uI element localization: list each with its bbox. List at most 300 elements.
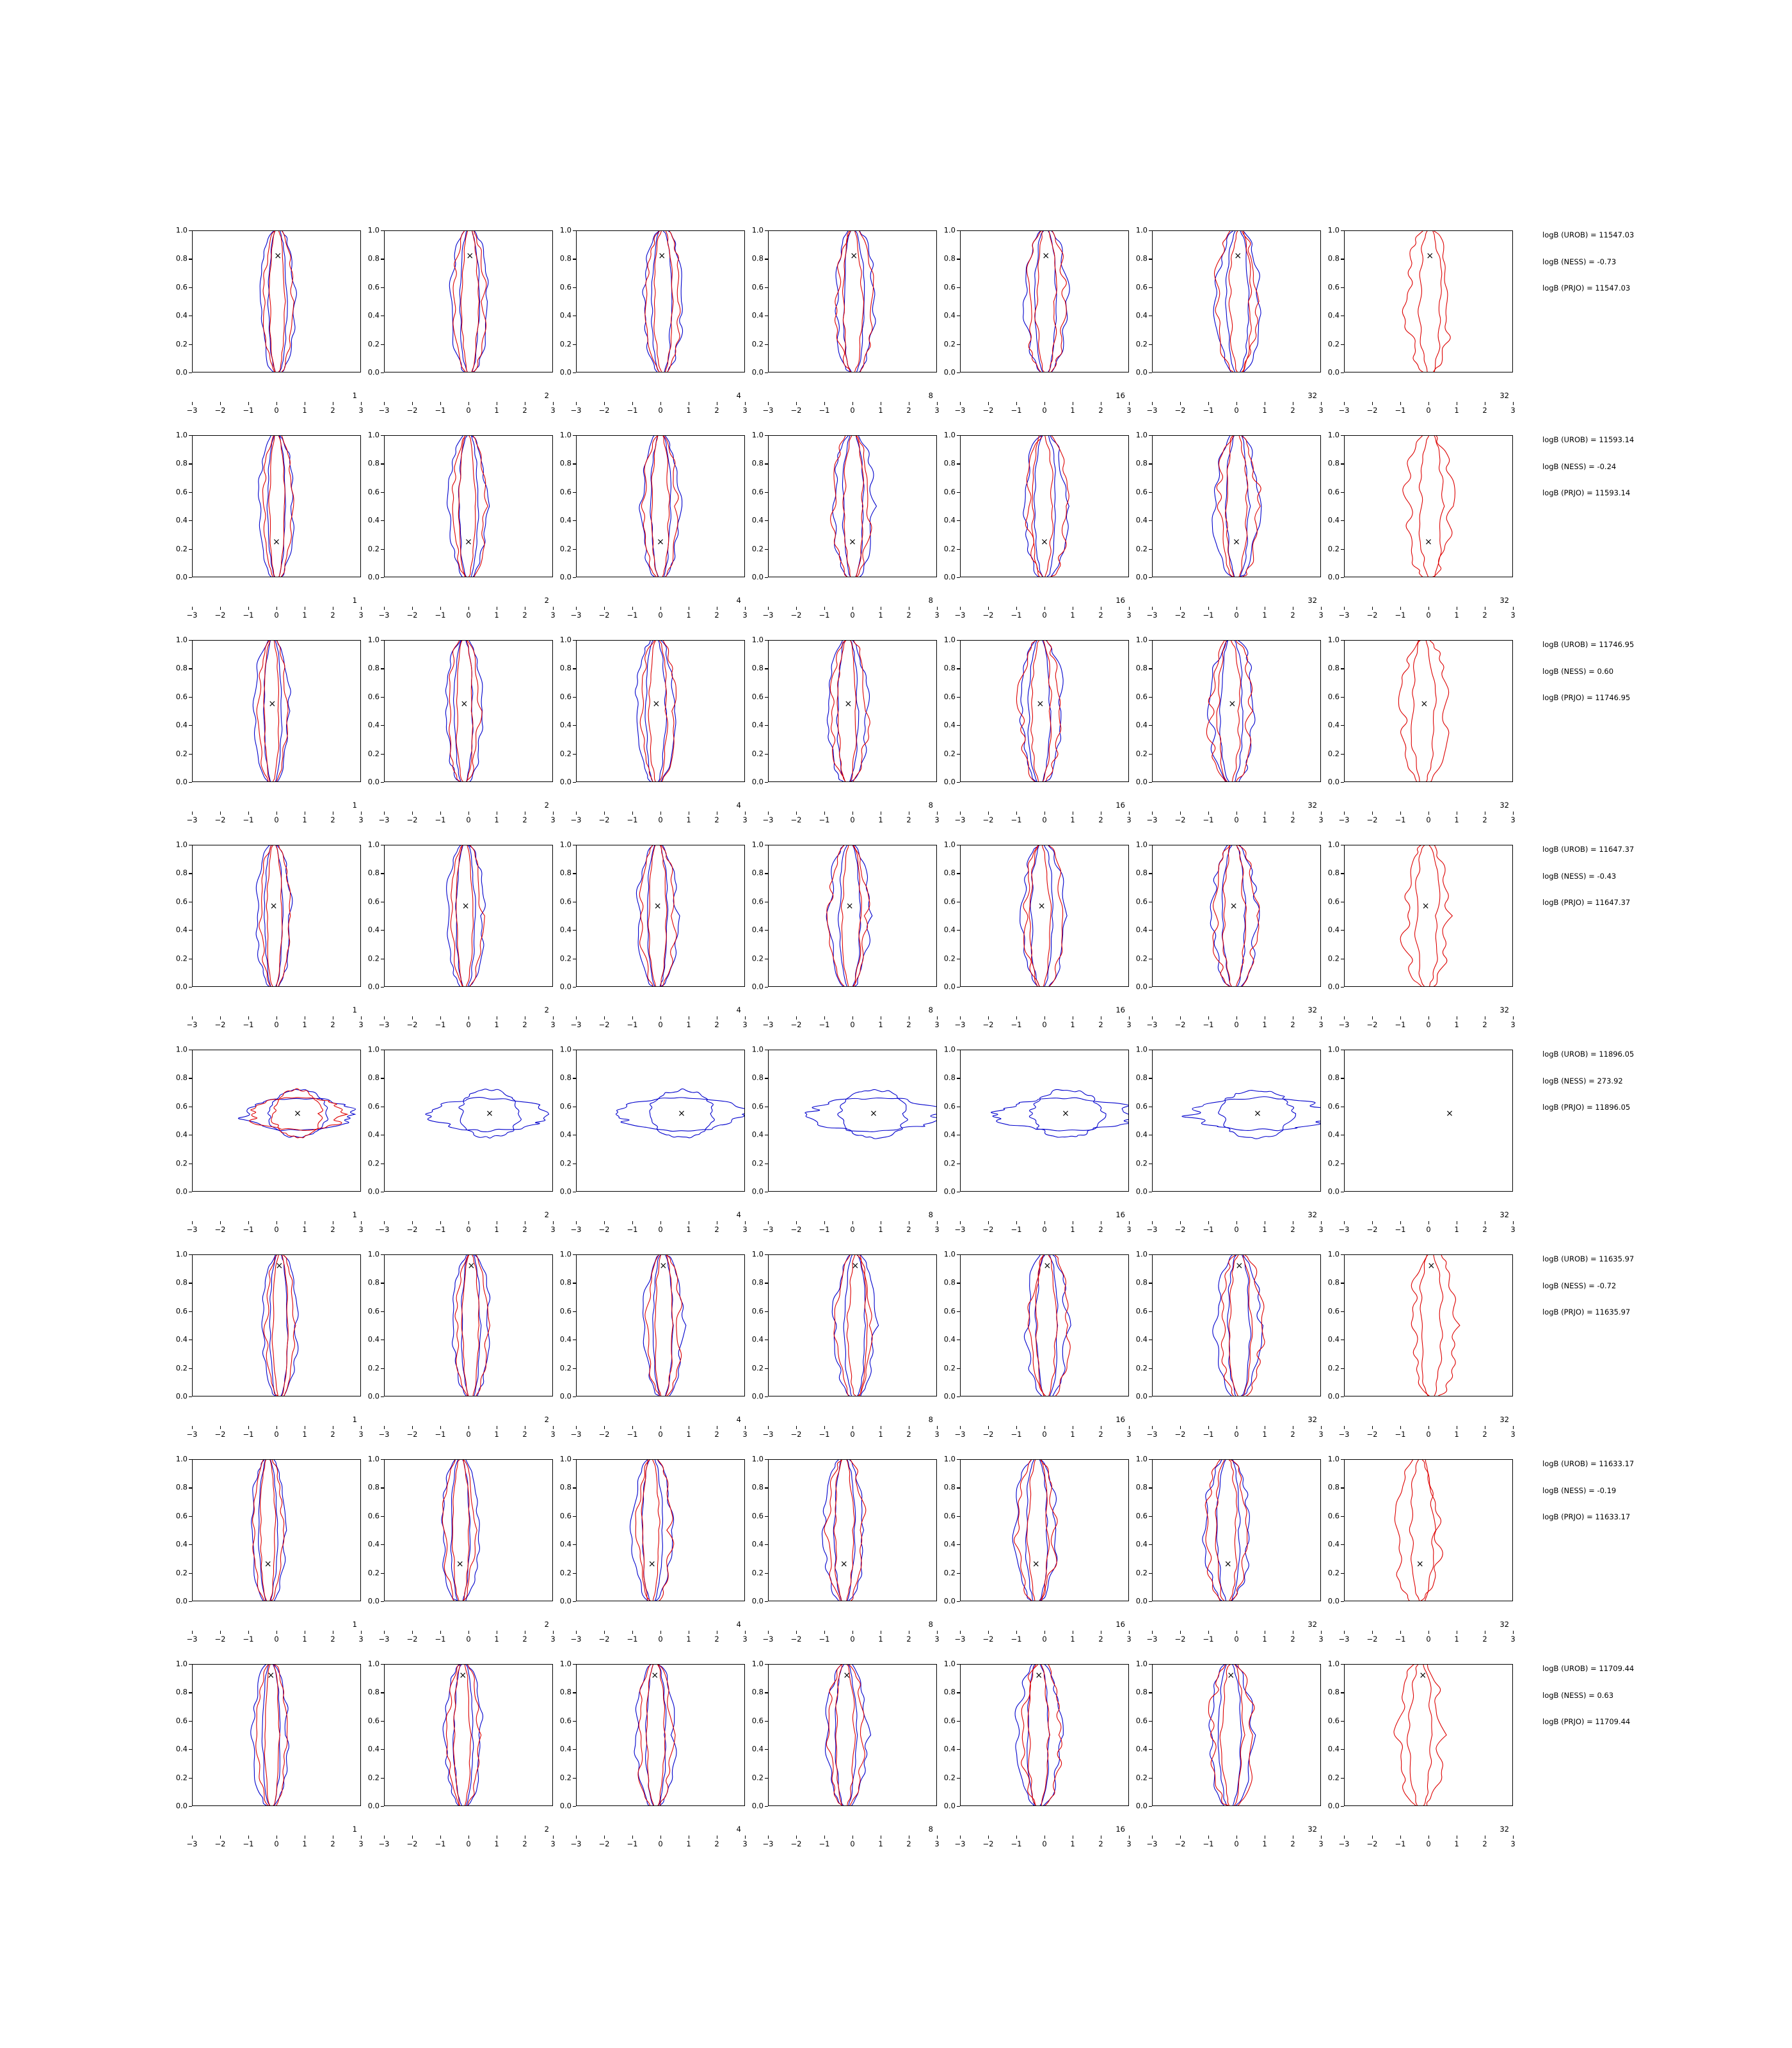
y-tick-mark bbox=[573, 1254, 576, 1255]
y-tick-label: 0.6 bbox=[559, 282, 572, 292]
x-tick-mark bbox=[1044, 1631, 1045, 1634]
subplot-panel[interactable] bbox=[559, 1044, 748, 1234]
x-tick-label: −1 bbox=[819, 1839, 830, 1848]
subplot-panel[interactable] bbox=[943, 840, 1132, 1029]
truth-marker: × bbox=[1233, 536, 1240, 547]
truth-marker: × bbox=[1228, 698, 1236, 709]
y-tick-label: 0.8 bbox=[559, 458, 572, 468]
x-tick-label: −3 bbox=[378, 1225, 390, 1234]
panel-corner-label: 4 bbox=[736, 1210, 741, 1219]
y-tick-label: 0.4 bbox=[1327, 515, 1340, 525]
y-tick-label: 0.8 bbox=[1327, 663, 1340, 673]
x-tick-label: 0 bbox=[1234, 611, 1239, 620]
x-tick-label: −3 bbox=[1338, 611, 1350, 620]
x-tick-label: 3 bbox=[358, 1020, 364, 1029]
y-tick-label: 0.8 bbox=[175, 663, 188, 673]
x-tick-mark bbox=[960, 607, 961, 610]
subplot-panel[interactable] bbox=[1327, 225, 1516, 415]
x-tick-mark bbox=[632, 1836, 633, 1839]
y-tick-mark bbox=[1149, 1396, 1152, 1397]
y-tick-label: 0.4 bbox=[751, 720, 764, 730]
y-tick-mark bbox=[381, 372, 384, 373]
subplot-panel[interactable] bbox=[559, 1454, 748, 1644]
x-tick-label: 1 bbox=[302, 1635, 307, 1644]
truth-marker: × bbox=[1041, 536, 1048, 547]
panel-axes-r5-c6[interactable] bbox=[1344, 1254, 1513, 1396]
y-tick-label: 0.0 bbox=[559, 367, 572, 377]
subplot-panel[interactable] bbox=[559, 840, 748, 1029]
x-tick-label: 1 bbox=[1262, 1839, 1267, 1848]
row-annotations bbox=[1542, 1256, 1792, 1336]
subplot-panel[interactable] bbox=[175, 635, 364, 824]
y-tick-label: 0.0 bbox=[175, 777, 188, 787]
x-tick-mark bbox=[1016, 1631, 1017, 1634]
subplot-panel[interactable] bbox=[175, 840, 364, 1029]
x-tick-label: −3 bbox=[954, 406, 966, 415]
panel-axes-r7-c5[interactable] bbox=[1152, 1664, 1321, 1806]
x-tick-label: −2 bbox=[790, 1020, 802, 1029]
x-tick-label: −2 bbox=[1366, 611, 1378, 620]
y-tick-label: 0.4 bbox=[1135, 1744, 1148, 1754]
x-tick-mark bbox=[276, 1221, 277, 1224]
panel-axes-r3-c1[interactable] bbox=[384, 845, 553, 987]
x-tick-mark bbox=[192, 1426, 193, 1429]
y-tick-label: 0.4 bbox=[943, 310, 956, 320]
contour-plot bbox=[193, 1255, 360, 1396]
subplot-panel[interactable] bbox=[367, 1044, 556, 1234]
panel-axes-r7-c4[interactable] bbox=[960, 1664, 1129, 1806]
x-tick-label: −2 bbox=[1366, 1430, 1378, 1439]
panel-axes-r6-c3[interactable] bbox=[768, 1459, 937, 1601]
y-tick-label: 0.0 bbox=[559, 1801, 572, 1811]
subplot-panel[interactable] bbox=[175, 225, 364, 415]
y-tick-label: 0.4 bbox=[175, 720, 188, 730]
y-tick-mark bbox=[1149, 1806, 1152, 1807]
y-tick-mark bbox=[1149, 1573, 1152, 1574]
truth-marker: × bbox=[1446, 1108, 1453, 1119]
x-tick-label: 3 bbox=[1318, 406, 1324, 415]
panel-axes-r4-c4[interactable] bbox=[960, 1050, 1129, 1192]
y-tick-label: 1.0 bbox=[559, 840, 572, 849]
panel-axes-r3-c0[interactable] bbox=[192, 845, 361, 987]
subplot-panel[interactable] bbox=[559, 1659, 748, 1848]
x-tick-label: 1 bbox=[494, 1839, 499, 1848]
panel-axes-r7-c3[interactable] bbox=[768, 1664, 937, 1806]
subplot-panel[interactable] bbox=[1135, 635, 1324, 824]
y-tick-mark bbox=[1149, 1692, 1152, 1693]
subplot-panel[interactable] bbox=[1327, 840, 1516, 1029]
y-tick-mark bbox=[381, 1516, 384, 1517]
x-tick-mark bbox=[632, 1016, 633, 1020]
panel-axes-r3-c3[interactable] bbox=[768, 845, 937, 987]
x-tick-mark bbox=[824, 1221, 825, 1224]
subplot-panel[interactable] bbox=[175, 1249, 364, 1439]
x-tick-label: 1 bbox=[1454, 611, 1459, 620]
panel-axes-r2-c6[interactable] bbox=[1344, 640, 1513, 782]
x-tick-label: 1 bbox=[1454, 1430, 1459, 1439]
contour-plot bbox=[961, 845, 1128, 986]
y-tick-mark bbox=[573, 520, 576, 521]
y-tick-label: 0.8 bbox=[1135, 253, 1148, 263]
panel-axes-r6-c1[interactable] bbox=[384, 1459, 553, 1601]
x-tick-label: 3 bbox=[1126, 1020, 1132, 1029]
x-tick-label: 0 bbox=[658, 815, 663, 824]
y-tick-label: 0.8 bbox=[559, 868, 572, 877]
x-tick-mark bbox=[632, 1426, 633, 1429]
y-tick-label: 0.4 bbox=[943, 1334, 956, 1344]
panel-axes-r1-c2[interactable] bbox=[576, 435, 745, 577]
x-tick-label: −2 bbox=[214, 815, 226, 824]
y-tick-label: 1.0 bbox=[751, 1249, 764, 1259]
y-tick-label: 0.8 bbox=[1135, 1687, 1148, 1697]
y-tick-label: 0.6 bbox=[175, 897, 188, 906]
panel-axes-r5-c5[interactable] bbox=[1152, 1254, 1321, 1396]
x-tick-mark bbox=[440, 1016, 441, 1020]
panel-corner-label: 1 bbox=[352, 595, 357, 605]
x-tick-label: 2 bbox=[714, 815, 719, 824]
subplot-panel[interactable] bbox=[1327, 635, 1516, 824]
y-tick-label: 0.2 bbox=[943, 1567, 956, 1577]
panel-axes-r7-c2[interactable] bbox=[576, 1664, 745, 1806]
annotation-line: logB (NESS) = -0.24 bbox=[1542, 461, 1617, 471]
y-tick-mark bbox=[1341, 520, 1344, 521]
x-tick-label: −2 bbox=[214, 1839, 226, 1848]
contour-plot bbox=[769, 1665, 936, 1805]
subplot-panel[interactable] bbox=[1135, 430, 1324, 620]
subplot-panel[interactable] bbox=[367, 430, 556, 620]
panel-axes-r4-c6[interactable] bbox=[1344, 1050, 1513, 1192]
panel-axes-r5-c2[interactable] bbox=[576, 1254, 745, 1396]
x-tick-label: 0 bbox=[274, 1839, 279, 1848]
panel-axes-r6-c5[interactable] bbox=[1152, 1459, 1321, 1601]
panel-axes-r4-c2[interactable] bbox=[576, 1050, 745, 1192]
panel-axes-r5-c4[interactable] bbox=[960, 1254, 1129, 1396]
y-tick-label: 0.8 bbox=[943, 1277, 956, 1287]
truth-marker: × bbox=[1427, 1260, 1436, 1271]
contour-plot bbox=[961, 1050, 1128, 1191]
contour-plot bbox=[769, 1050, 936, 1191]
x-tick-mark bbox=[1344, 1016, 1345, 1020]
x-tick-label: 3 bbox=[934, 1430, 940, 1439]
subplot-panel[interactable] bbox=[175, 430, 364, 620]
y-tick-label: 0.4 bbox=[1327, 1744, 1340, 1754]
x-tick-label: −3 bbox=[762, 1635, 774, 1644]
y-tick-mark bbox=[957, 782, 960, 783]
x-tick-label: 3 bbox=[358, 815, 364, 824]
x-tick-mark bbox=[1321, 1016, 1322, 1020]
y-tick-label: 0.2 bbox=[1327, 339, 1340, 348]
y-tick-label: 0.2 bbox=[367, 953, 380, 963]
subplot-panel[interactable] bbox=[1135, 1454, 1324, 1644]
x-tick-mark bbox=[1321, 1426, 1322, 1429]
subplot-panel[interactable] bbox=[1135, 840, 1324, 1029]
subplot-panel[interactable] bbox=[175, 1659, 364, 1848]
x-tick-mark bbox=[1180, 1836, 1181, 1839]
x-tick-mark bbox=[988, 1016, 989, 1020]
panel-corner-label: 16 bbox=[1116, 1414, 1125, 1424]
x-tick-label: 3 bbox=[1318, 1635, 1324, 1644]
subplot-panel[interactable] bbox=[1135, 1249, 1324, 1439]
x-tick-mark bbox=[553, 402, 554, 405]
x-tick-label: 2 bbox=[906, 1430, 911, 1439]
x-tick-mark bbox=[796, 1631, 797, 1634]
y-tick-label: 0.4 bbox=[175, 1539, 188, 1549]
truth-marker: × bbox=[264, 1559, 272, 1570]
subplot-panel[interactable] bbox=[559, 635, 748, 824]
x-tick-label: 0 bbox=[850, 406, 855, 415]
x-tick-label: 3 bbox=[1318, 611, 1324, 620]
panel-corner-label: 16 bbox=[1116, 595, 1125, 605]
x-tick-label: 0 bbox=[1042, 406, 1047, 415]
x-tick-label: −3 bbox=[1338, 1635, 1350, 1644]
subplot-panel[interactable] bbox=[367, 1454, 556, 1644]
x-tick-mark bbox=[824, 1426, 825, 1429]
subplot-panel[interactable] bbox=[1327, 1659, 1516, 1848]
x-tick-mark bbox=[745, 607, 746, 610]
y-tick-label: 0.2 bbox=[175, 339, 188, 348]
y-tick-mark bbox=[1341, 492, 1344, 493]
panel-axes-r1-c5[interactable] bbox=[1152, 435, 1321, 577]
subplot-panel[interactable] bbox=[943, 430, 1132, 620]
panel-axes-r6-c4[interactable] bbox=[960, 1459, 1129, 1601]
x-tick-label: 3 bbox=[1510, 406, 1516, 415]
y-tick-mark bbox=[381, 344, 384, 345]
y-tick-label: 0.6 bbox=[1327, 1716, 1340, 1725]
panel-axes-r4-c5[interactable] bbox=[1152, 1050, 1321, 1192]
panel-axes-r1-c4[interactable] bbox=[960, 435, 1129, 577]
panel-corner-label: 8 bbox=[928, 800, 933, 810]
y-tick-label: 0.8 bbox=[1327, 1277, 1340, 1287]
subplot-panel[interactable] bbox=[751, 225, 940, 415]
subplot-panel[interactable] bbox=[559, 430, 748, 620]
panel-axes-r6-c6[interactable] bbox=[1344, 1459, 1513, 1601]
y-tick-mark bbox=[573, 754, 576, 755]
x-tick-mark bbox=[1152, 402, 1153, 405]
panel-axes-r5-c3[interactable] bbox=[768, 1254, 937, 1396]
x-tick-mark bbox=[440, 402, 441, 405]
y-tick-label: 0.6 bbox=[1135, 487, 1148, 497]
x-tick-label: −3 bbox=[186, 1635, 198, 1644]
x-tick-label: −1 bbox=[435, 1020, 446, 1029]
y-tick-label: 1.0 bbox=[559, 1044, 572, 1054]
y-tick-label: 0.6 bbox=[367, 487, 380, 497]
x-tick-label: −1 bbox=[1203, 1430, 1214, 1439]
subplot-panel[interactable] bbox=[367, 840, 556, 1029]
x-tick-mark bbox=[1513, 1221, 1514, 1224]
x-tick-label: −2 bbox=[1174, 1839, 1186, 1848]
x-tick-mark bbox=[276, 812, 277, 815]
subplot-panel[interactable] bbox=[1135, 1044, 1324, 1234]
panel-axes-r4-c1[interactable] bbox=[384, 1050, 553, 1192]
y-tick-mark bbox=[381, 668, 384, 669]
subplot-panel[interactable] bbox=[943, 1249, 1132, 1439]
subplot-panel[interactable] bbox=[367, 1249, 556, 1439]
x-tick-label: 3 bbox=[550, 1020, 556, 1029]
x-tick-label: 0 bbox=[850, 1635, 855, 1644]
y-tick-mark bbox=[1149, 987, 1152, 988]
x-tick-label: 3 bbox=[934, 611, 940, 620]
subplot-panel[interactable] bbox=[1135, 1659, 1324, 1848]
y-tick-label: 1.0 bbox=[943, 1249, 956, 1259]
x-tick-mark bbox=[1152, 1016, 1153, 1020]
subplot-panel[interactable] bbox=[175, 1454, 364, 1644]
annotation-line: logB (UROB) = 11593.14 bbox=[1542, 435, 1635, 444]
x-tick-label: −2 bbox=[214, 1225, 226, 1234]
subplot-panel[interactable] bbox=[943, 1044, 1132, 1234]
y-tick-mark bbox=[957, 1487, 960, 1488]
x-tick-mark bbox=[960, 1631, 961, 1634]
truth-marker: × bbox=[851, 1260, 860, 1271]
panel-axes-r6-c0[interactable] bbox=[192, 1459, 361, 1601]
y-tick-mark bbox=[957, 1806, 960, 1807]
subplot-panel[interactable] bbox=[1327, 1044, 1516, 1234]
y-tick-label: 0.2 bbox=[943, 953, 956, 963]
subplot-panel[interactable] bbox=[751, 1454, 940, 1644]
y-tick-mark bbox=[189, 492, 192, 493]
y-tick-label: 0.6 bbox=[751, 692, 764, 701]
y-tick-mark bbox=[957, 930, 960, 931]
x-tick-label: −3 bbox=[1338, 1225, 1350, 1234]
x-tick-label: −2 bbox=[1174, 815, 1186, 824]
subplot-panel[interactable] bbox=[751, 840, 940, 1029]
x-tick-label: −3 bbox=[1146, 1225, 1158, 1234]
panel-axes-r5-c1[interactable] bbox=[384, 1254, 553, 1396]
x-tick-label: −1 bbox=[1011, 1430, 1022, 1439]
panel-axes-r3-c5[interactable] bbox=[1152, 845, 1321, 987]
panel-corner-label: 8 bbox=[928, 1210, 933, 1219]
panel-axes-r2-c2[interactable] bbox=[576, 640, 745, 782]
x-tick-label: 1 bbox=[1262, 1225, 1267, 1234]
subplot-panel[interactable] bbox=[751, 635, 940, 824]
y-tick-label: 0.4 bbox=[559, 1744, 572, 1754]
panel-axes-r3-c4[interactable] bbox=[960, 845, 1129, 987]
panel-axes-r2-c5[interactable] bbox=[1152, 640, 1321, 782]
y-tick-mark bbox=[765, 1664, 768, 1665]
y-tick-mark bbox=[957, 1311, 960, 1312]
panel-axes-r1-c1[interactable] bbox=[384, 435, 553, 577]
x-tick-label: 2 bbox=[714, 406, 719, 415]
subplot-panel[interactable] bbox=[943, 225, 1132, 415]
panel-axes-r7-c6[interactable] bbox=[1344, 1664, 1513, 1806]
y-tick-label: 0.8 bbox=[943, 1073, 956, 1082]
subplot-panel[interactable] bbox=[559, 1249, 748, 1439]
subplot-panel[interactable] bbox=[943, 1659, 1132, 1848]
panel-axes-r7-c0[interactable] bbox=[192, 1664, 361, 1806]
subplot-panel[interactable] bbox=[367, 1659, 556, 1848]
subplot-panel[interactable] bbox=[1327, 1454, 1516, 1644]
subplot-panel[interactable] bbox=[751, 430, 940, 620]
panel-axes-r2-c4[interactable] bbox=[960, 640, 1129, 782]
x-tick-label: 1 bbox=[1454, 406, 1459, 415]
subplot-panel[interactable] bbox=[943, 1454, 1132, 1644]
x-tick-label: −1 bbox=[819, 1225, 830, 1234]
x-tick-label: −1 bbox=[1395, 1839, 1406, 1848]
panel-corner-label: 2 bbox=[544, 390, 549, 400]
y-tick-label: 1.0 bbox=[943, 1454, 956, 1464]
x-tick-label: 3 bbox=[1126, 1635, 1132, 1644]
x-tick-mark bbox=[361, 1426, 362, 1429]
x-tick-label: −3 bbox=[1146, 815, 1158, 824]
y-tick-label: 0.2 bbox=[175, 1772, 188, 1782]
y-tick-label: 0.6 bbox=[1135, 282, 1148, 292]
x-tick-mark bbox=[468, 812, 469, 815]
panel-axes-r2-c0[interactable] bbox=[192, 640, 361, 782]
y-tick-mark bbox=[957, 287, 960, 288]
y-tick-label: 0.4 bbox=[367, 925, 380, 934]
subplot-panel[interactable] bbox=[1327, 430, 1516, 620]
x-tick-label: 0 bbox=[658, 1225, 663, 1234]
y-tick-label: 0.6 bbox=[1327, 692, 1340, 701]
y-tick-mark bbox=[1149, 668, 1152, 669]
subplot-panel[interactable] bbox=[367, 225, 556, 415]
x-tick-label: 1 bbox=[302, 1839, 307, 1848]
x-tick-label: 3 bbox=[742, 1430, 748, 1439]
x-tick-label: −1 bbox=[243, 406, 254, 415]
panel-axes-r1-c6[interactable] bbox=[1344, 435, 1513, 577]
x-tick-mark bbox=[1152, 1221, 1153, 1224]
panel-axes-r1-c0[interactable] bbox=[192, 435, 361, 577]
y-tick-mark bbox=[189, 987, 192, 988]
y-tick-label: 0.4 bbox=[1327, 310, 1340, 320]
truth-marker: × bbox=[651, 1670, 659, 1681]
panel-axes-r7-c1[interactable] bbox=[384, 1664, 553, 1806]
y-tick-label: 0.8 bbox=[1327, 253, 1340, 263]
x-tick-mark bbox=[1236, 402, 1237, 405]
subplot-panel[interactable] bbox=[175, 1044, 364, 1234]
panel-axes-r2-c3[interactable] bbox=[768, 640, 937, 782]
y-tick-mark bbox=[573, 668, 576, 669]
subplot-panel[interactable] bbox=[751, 1659, 940, 1848]
y-tick-mark bbox=[573, 782, 576, 783]
subplot-panel[interactable] bbox=[943, 635, 1132, 824]
y-tick-mark bbox=[1341, 435, 1344, 436]
y-tick-label: 0.8 bbox=[943, 868, 956, 877]
y-tick-label: 0.4 bbox=[1135, 1130, 1148, 1139]
subplot-panel[interactable] bbox=[751, 1044, 940, 1234]
x-tick-label: 1 bbox=[686, 1839, 691, 1848]
x-tick-mark bbox=[604, 812, 605, 815]
x-tick-label: 2 bbox=[906, 1839, 911, 1848]
subplot-panel[interactable] bbox=[751, 1249, 940, 1439]
panel-axes-r3-c2[interactable] bbox=[576, 845, 745, 987]
panel-axes-r4-c3[interactable] bbox=[768, 1050, 937, 1192]
x-tick-mark bbox=[988, 1836, 989, 1839]
x-tick-mark bbox=[468, 1016, 469, 1020]
panel-axes-r1-c3[interactable] bbox=[768, 435, 937, 577]
x-tick-mark bbox=[248, 1221, 249, 1224]
subplot-panel[interactable] bbox=[559, 225, 748, 415]
panel-axes-r6-c2[interactable] bbox=[576, 1459, 745, 1601]
subplot-panel[interactable] bbox=[1135, 225, 1324, 415]
panel-axes-r3-c6[interactable] bbox=[1344, 845, 1513, 987]
x-tick-label: 1 bbox=[494, 815, 499, 824]
y-tick-mark bbox=[765, 492, 768, 493]
contour-plot bbox=[385, 1050, 552, 1191]
y-tick-mark bbox=[765, 1749, 768, 1750]
annotation-line: logB (PRJO) = 11896.05 bbox=[1542, 1103, 1631, 1112]
panel-axes-r2-c1[interactable] bbox=[384, 640, 553, 782]
row-annotations bbox=[1542, 436, 1792, 516]
x-tick-label: −3 bbox=[570, 815, 582, 824]
subplot-panel[interactable] bbox=[1327, 1249, 1516, 1439]
panel-axes-r4-c0[interactable] bbox=[192, 1050, 361, 1192]
y-tick-label: 0.6 bbox=[943, 1511, 956, 1521]
panel-axes-r5-c0[interactable] bbox=[192, 1254, 361, 1396]
y-tick-label: 0.0 bbox=[175, 1801, 188, 1811]
y-tick-mark bbox=[957, 463, 960, 464]
x-tick-mark bbox=[276, 402, 277, 405]
subplot-panel[interactable] bbox=[367, 635, 556, 824]
